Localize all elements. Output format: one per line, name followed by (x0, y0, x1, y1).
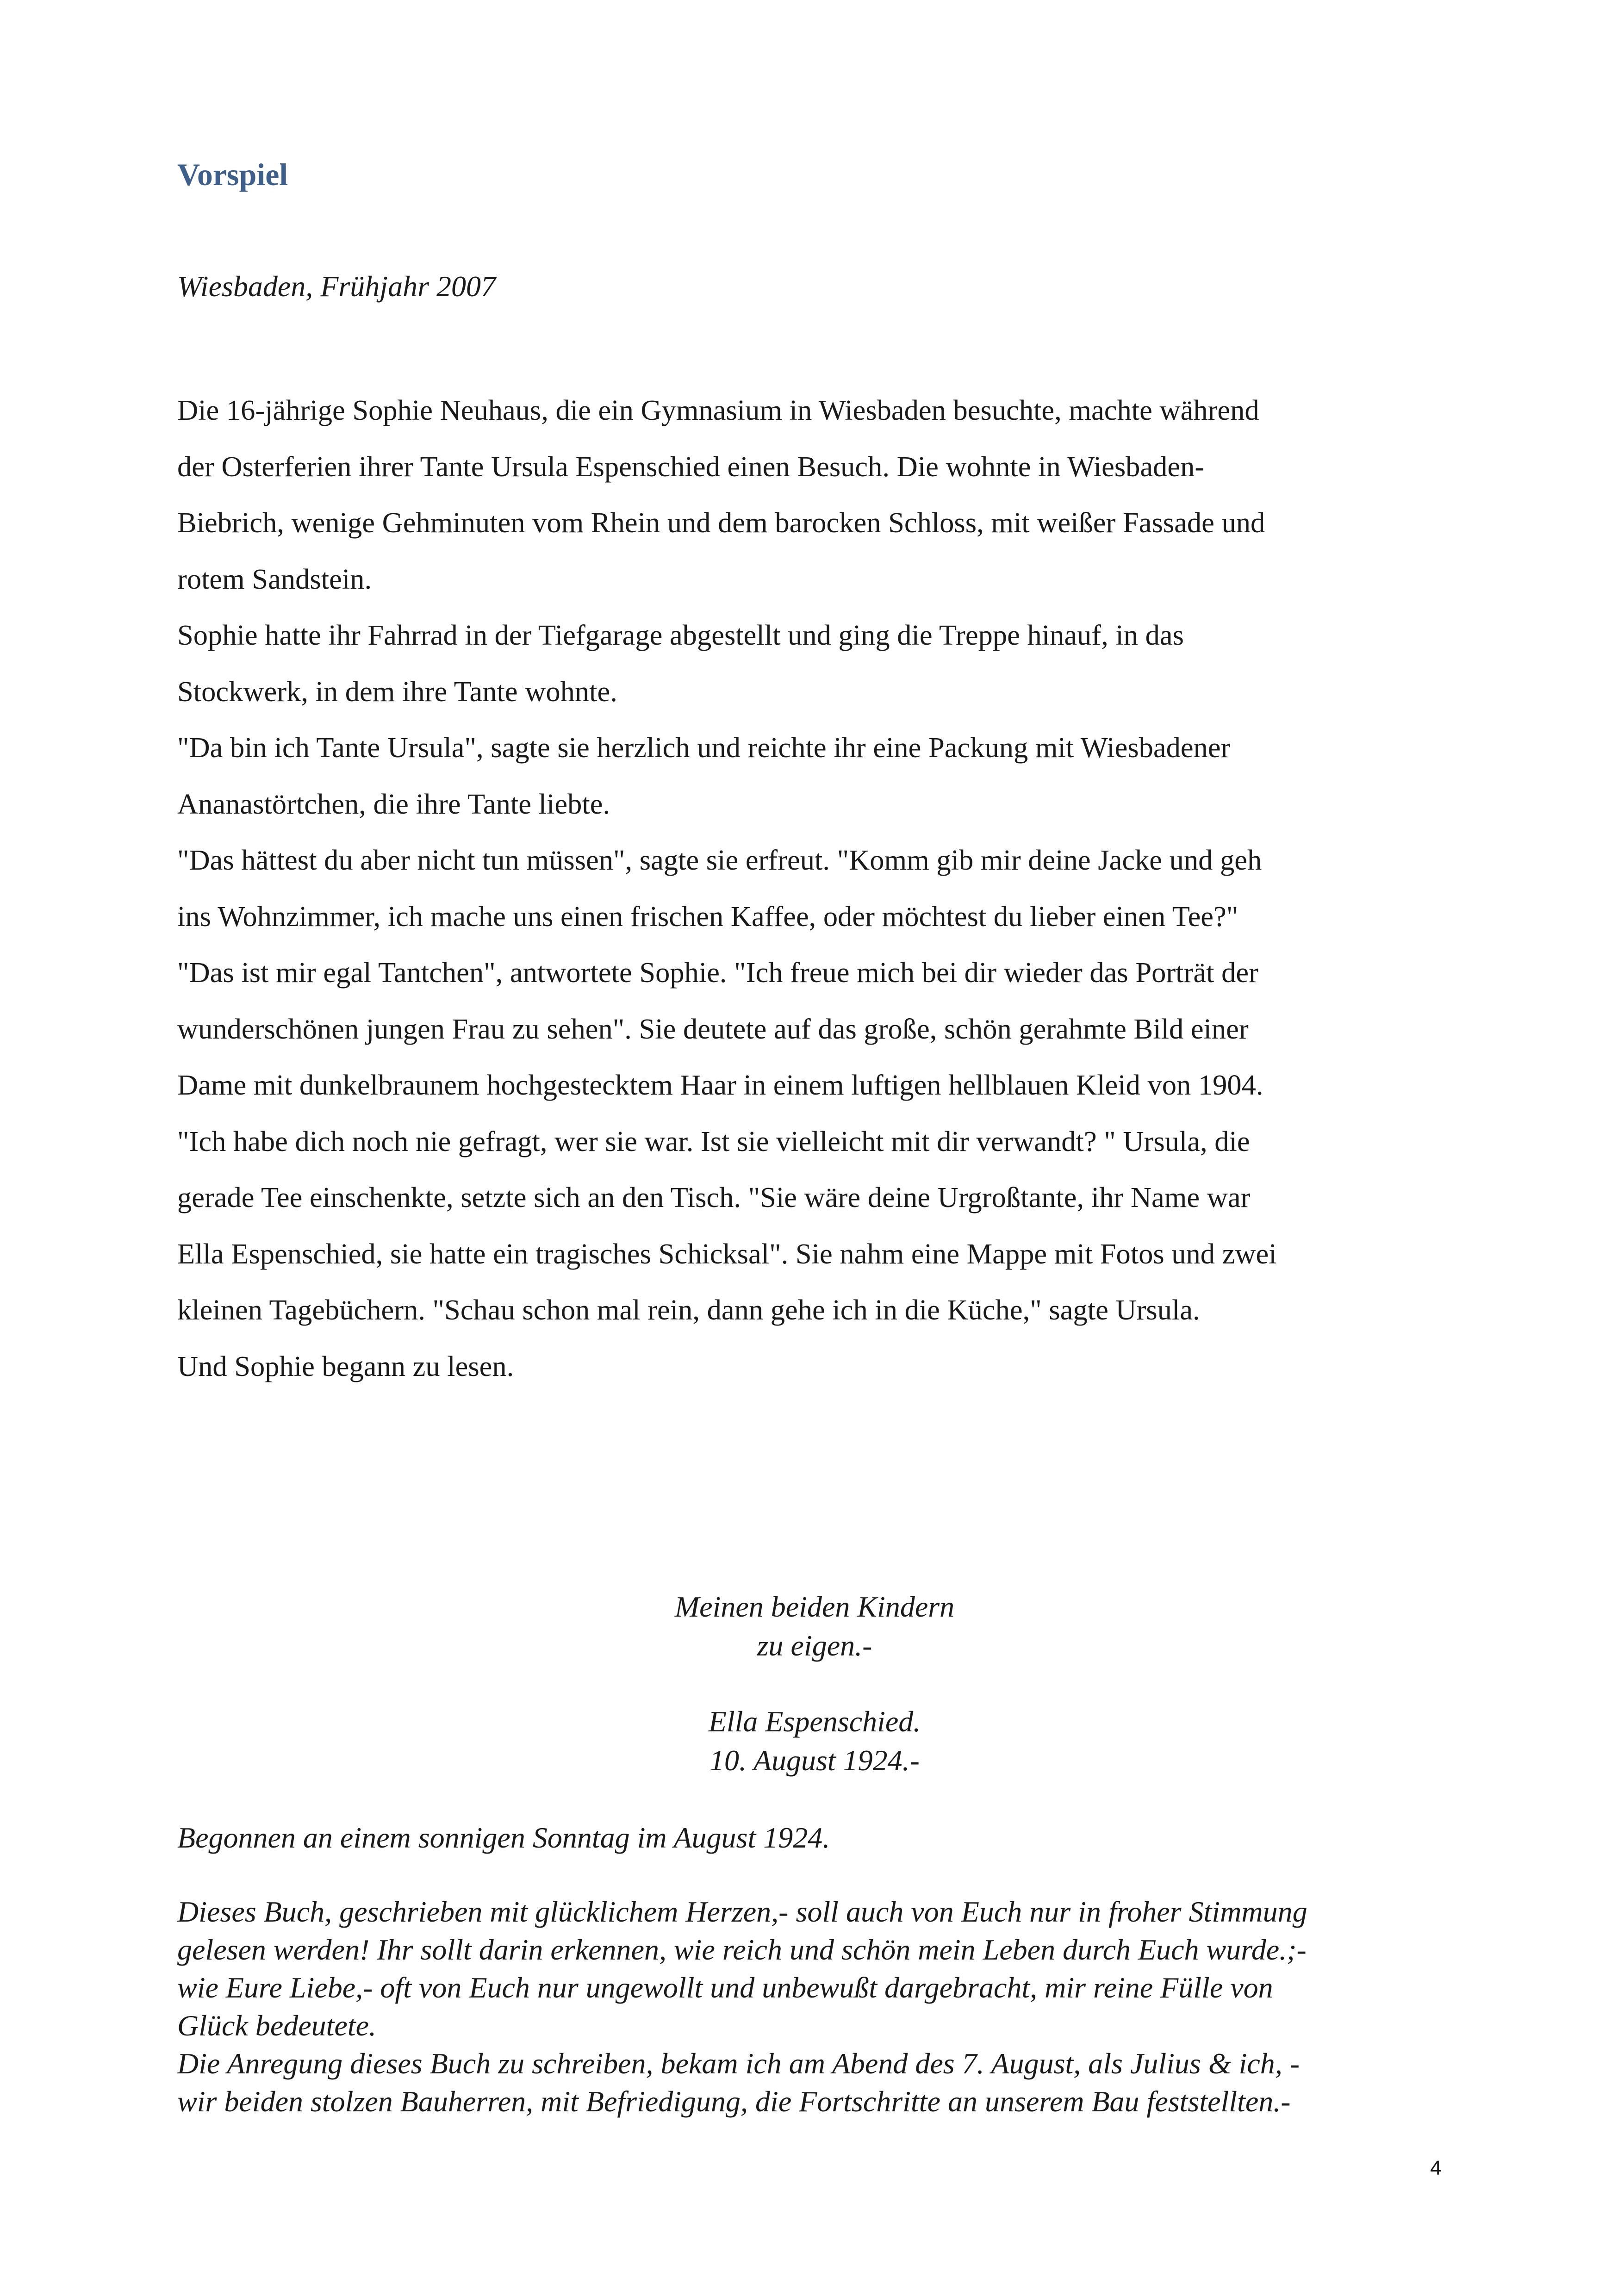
story-line: Sophie hatte ihr Fahrrad in der Tiefgarage abgestellt und ging die Treppe hinauf, in das (177, 619, 1184, 651)
dateline: Wiesbaden, Frühjahr 2007 (177, 270, 496, 303)
story-line: Stockwerk, in dem ihre Tante wohnte. (177, 675, 617, 708)
diary-line: Die Anregung dieses Buch zu schreiben, bekam ich am Abend des 7. August, als Julius & ich, - (177, 2047, 1300, 2080)
story-line: "Ich habe dich noch nie gefragt, wer sie war. Ist sie vielleicht mit dir verwandt? " Ursula, die (177, 1125, 1250, 1157)
diary-line: gelesen werden! Ihr sollt darin erkennen, wie reich und schön mein Leben durch Euch wurde.;- (177, 1933, 1307, 1966)
diary-paragraph (177, 1893, 1455, 2121)
diary-line: wie Eure Liebe,- oft von Euch nur ungewollt und unbewußt dargebracht, mir reine Fülle von (177, 1971, 1273, 2004)
page-number: 4 (1430, 2157, 1442, 2179)
chapter-heading: Vorspiel (177, 157, 288, 192)
dedication-date: 10. August 1924.- (709, 1744, 920, 1777)
story-line: "Das hättest du aber nicht tun müssen", sagte sie erfreut. "Komm gib mir deine Jacke und geh (177, 844, 1262, 876)
story-line: Ella Espenschied, sie hatte ein tragisches Schicksal". Sie nahm eine Mappe mit Fotos und zwei (177, 1237, 1277, 1270)
story-line: rotem Sandstein. (177, 562, 372, 595)
story-line: Dame mit dunkelbraunem hochgestecktem Haar in einem luftigen hellblauen Kleid von 1904. (177, 1069, 1263, 1101)
story-line: Und Sophie begann zu lesen. (177, 1350, 514, 1382)
story-line: ins Wohnzimmer, ich mache uns einen frischen Kaffee, oder möchtest du lieber einen Tee?" (177, 900, 1238, 933)
dedication-signature-block (481, 1702, 1148, 1780)
story-paragraphs (177, 382, 1455, 1394)
dedication-signature: Ella Espenschied. (708, 1705, 921, 1738)
story-line: Biebrich, wenige Gehminuten vom Rhein und dem barocken Schloss, mit weißer Fassade und (177, 506, 1265, 539)
diary-start-note (177, 1819, 1455, 1857)
story-line: "Da bin ich Tante Ursula", sagte sie herzlich und reichte ihr eine Packung mit Wiesbadener (177, 731, 1231, 764)
dedication-line: zu eigen.- (757, 1629, 872, 1662)
dedication-block (481, 1587, 1148, 1665)
story-line: "Das ist mir egal Tantchen", antwortete Sophie. "Ich freue mich bei dir wieder das Porträt der (177, 956, 1258, 989)
diary-start-line: Begonnen an einem sonnigen Sonntag im August 1924. (177, 1821, 830, 1854)
diary-line: Glück bedeutete. (177, 2009, 376, 2042)
story-line: der Osterferien ihrer Tante Ursula Espenschied einen Besuch. Die wohnte in Wiesbaden- (177, 450, 1205, 483)
diary-line: Dieses Buch, geschrieben mit glücklichem Herzen,- soll auch von Euch nur in froher Stimmung (177, 1895, 1307, 1928)
story-line: Ananastörtchen, die ihre Tante liebte. (177, 787, 610, 820)
dedication-line: Meinen beiden Kindern (674, 1590, 955, 1623)
story-line: kleinen Tagebüchern. "Schau schon mal rein, dann gehe ich in die Küche," sagte Ursula. (177, 1294, 1200, 1326)
story-line: Die 16-jährige Sophie Neuhaus, die ein Gymnasium in Wiesbaden besuchte, machte während (177, 394, 1259, 426)
story-line: wunderschönen jungen Frau zu sehen". Sie deutete auf das große, schön gerahmte Bild einer (177, 1012, 1249, 1045)
diary-line: wir beiden stolzen Bauherren, mit Befriedigung, die Fortschritte an unserem Bau feststellten.- (177, 2085, 1291, 2118)
story-line: gerade Tee einschenkte, setzte sich an den Tisch. "Sie wäre deine Urgroßtante, ihr Name war (177, 1181, 1251, 1213)
